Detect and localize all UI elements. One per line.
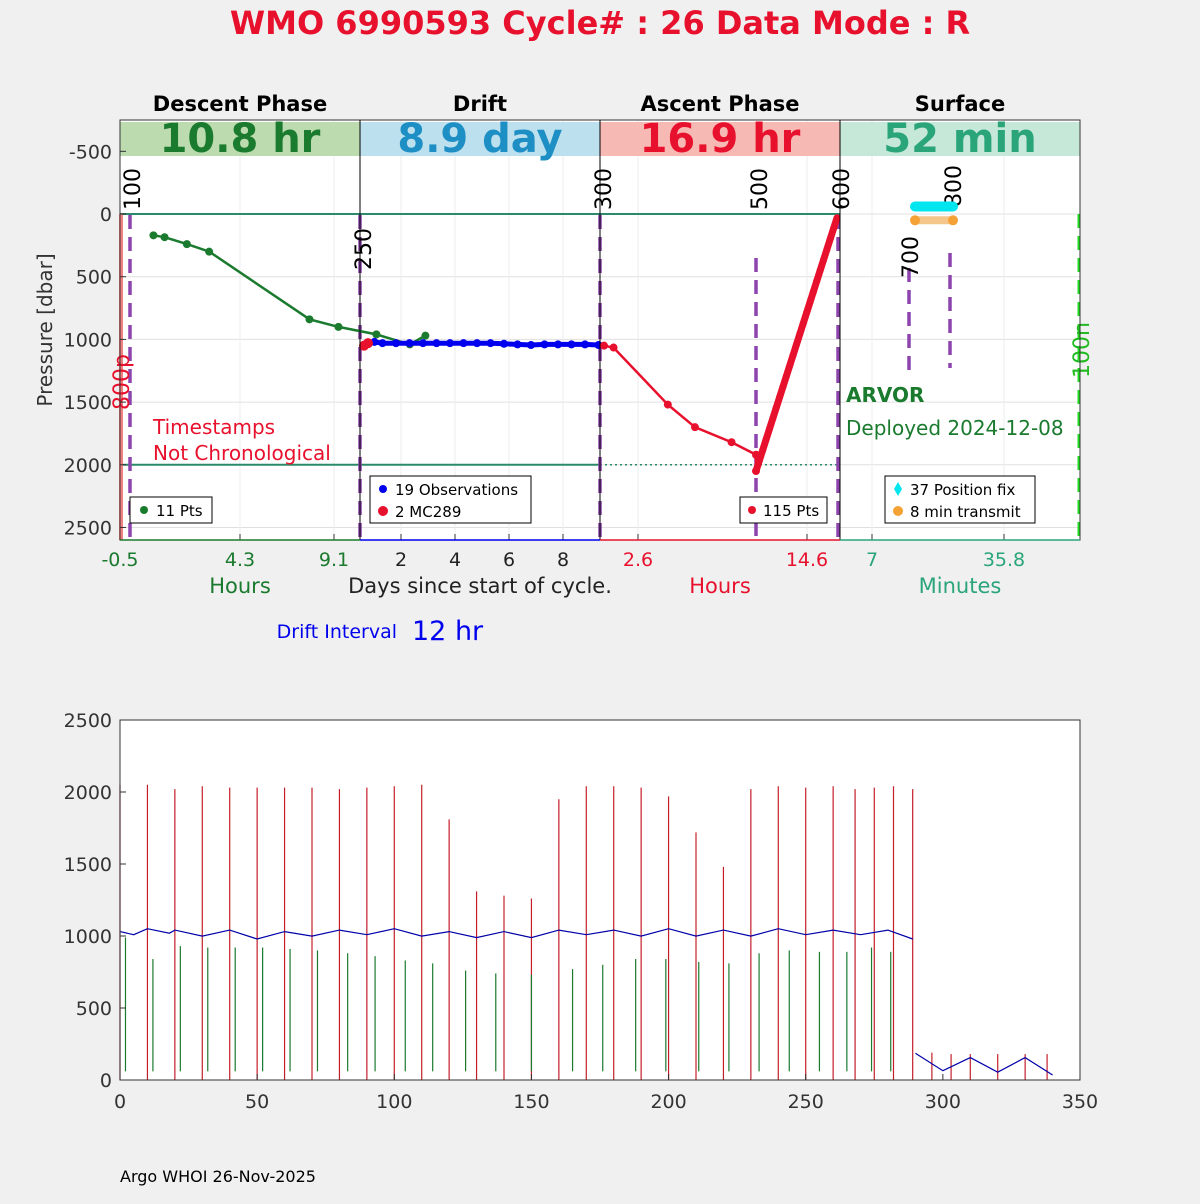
- drift-point: [406, 339, 414, 347]
- top-xtick-label: 9.1: [318, 549, 350, 571]
- marker-label: 500: [748, 168, 773, 210]
- drift-point: [446, 339, 454, 347]
- drift-point: [419, 339, 427, 347]
- bottom-ytick-label: 1000: [63, 926, 112, 948]
- drift-point: [433, 339, 441, 347]
- bottom-xtick-label: 350: [1061, 1091, 1099, 1113]
- top-xtick-label: -0.5: [101, 549, 139, 571]
- top-xtick-label: 6: [502, 549, 516, 571]
- legend-drift: [370, 476, 531, 523]
- ascent-point: [766, 425, 773, 432]
- phase-unit: Hours: [209, 574, 271, 598]
- drift-point: [487, 339, 495, 347]
- ascent-point: [817, 267, 824, 274]
- top-ytick-label: 1500: [63, 392, 112, 415]
- drift-point: [460, 339, 468, 347]
- phase-title: Descent Phase: [152, 92, 328, 116]
- legend-marker-ascent: [748, 506, 756, 514]
- ascent-point: [803, 309, 810, 316]
- legend-descent-label: 11 Pts: [156, 502, 203, 520]
- ascent-point: [600, 342, 608, 350]
- top-ytick-label: -500: [68, 141, 112, 164]
- footer: Argo WHOI 26-Nov-2025: [120, 1167, 316, 1186]
- descent-point: [305, 315, 313, 323]
- top-ytick-label: 0: [99, 204, 112, 227]
- bottom-xtick-label: 250: [787, 1091, 824, 1113]
- ascent-point: [810, 288, 817, 295]
- bottom-xtick-label: 150: [513, 1091, 550, 1113]
- drift-point: [473, 339, 481, 347]
- ascent-point: [759, 446, 766, 453]
- top-xtick-label: 4: [448, 549, 462, 571]
- transmit-point: [948, 215, 958, 225]
- bottom-xtick-label: 0: [113, 1091, 127, 1113]
- ascent-point: [823, 246, 830, 253]
- top-ytick-label: 1000: [63, 329, 112, 352]
- legend-drift-obs: 19 Observations: [395, 481, 519, 499]
- ascent-point: [813, 278, 820, 285]
- warning-line-2: Not Chronological: [153, 441, 331, 465]
- top-xtick-label: 7: [865, 549, 879, 571]
- drift-point: [527, 341, 535, 349]
- ascent-point: [780, 383, 787, 390]
- descent-point: [183, 240, 191, 248]
- phase-title: Ascent Phase: [640, 92, 800, 116]
- ascent-point: [786, 362, 793, 369]
- ascent-point: [773, 404, 780, 411]
- legend-surface: [885, 476, 1035, 523]
- bottom-ytick-label: 500: [75, 998, 112, 1020]
- ascent-point: [776, 394, 783, 401]
- phase-unit: Minutes: [918, 574, 1002, 598]
- legend-marker-descent: [140, 506, 148, 514]
- drift-point: [581, 340, 589, 348]
- top-xtick-label: 35.8: [982, 549, 1026, 571]
- ascent-point: [796, 330, 803, 337]
- ascent-point: [691, 423, 699, 431]
- legend-surface-fix: 37 Position fix: [910, 481, 1016, 499]
- marker-label: 800: [942, 165, 967, 207]
- mc289-point: [363, 338, 373, 348]
- top-ytick-label: 500: [75, 266, 112, 289]
- legend-marker-mc289: [378, 506, 388, 516]
- ascent-point: [610, 344, 618, 352]
- drift-point: [554, 340, 562, 348]
- top-ytick-label: 2500: [63, 517, 112, 540]
- phase-unit: Hours: [689, 574, 751, 598]
- drift-point: [514, 340, 522, 348]
- ascent-point: [827, 235, 834, 242]
- marker-label: 800p: [110, 354, 135, 410]
- ascent-point: [728, 438, 736, 446]
- legend-marker-drift: [379, 485, 387, 493]
- ascent-point: [793, 341, 800, 348]
- drift-point: [568, 340, 576, 348]
- marker-label: 300: [592, 168, 617, 210]
- ascent-point: [756, 457, 763, 464]
- drift-point: [500, 340, 508, 348]
- descent-point: [334, 323, 342, 331]
- warning-line-1: Timestamps: [153, 415, 276, 439]
- descent-point: [205, 248, 213, 256]
- bottom-xtick-label: 300: [924, 1091, 961, 1113]
- drift-interval-label: Drift Interval: [276, 621, 397, 643]
- ascent-point: [807, 299, 814, 306]
- top-xtick-label: 2.6: [622, 549, 654, 571]
- top-xtick-label: 2: [394, 549, 408, 571]
- bottom-xtick-label: 50: [245, 1091, 270, 1113]
- phase-unit: Days since start of cycle.: [348, 574, 612, 598]
- top-xtick-label: 4.3: [224, 549, 256, 571]
- bottom-ytick-label: 2500: [63, 710, 112, 732]
- float-type: ARVOR: [846, 383, 925, 407]
- marker-label: 100: [121, 168, 146, 210]
- deployed-date: Deployed 2024-12-08: [846, 416, 1064, 440]
- legend-ascent-label: 115 Pts: [763, 502, 820, 520]
- bottom-xtick-label: 200: [650, 1091, 687, 1113]
- ascent-point: [783, 373, 790, 380]
- legend-surface-transmit: 8 min transmit: [910, 503, 1021, 521]
- ascent-point: [664, 401, 672, 409]
- top-xtick-label: 8: [556, 549, 570, 571]
- bottom-ytick-label: 0: [99, 1070, 112, 1092]
- bottom-plot-area: [120, 720, 1080, 1080]
- top-ytick-label: 2000: [63, 454, 112, 477]
- bottom-ytick-label: 1500: [63, 854, 112, 876]
- descent-point: [372, 330, 380, 338]
- phase-title: Surface: [914, 92, 1006, 116]
- drift-point: [379, 339, 387, 347]
- transmit-point: [910, 215, 920, 225]
- descent-point: [421, 332, 429, 340]
- drift-point: [541, 340, 549, 348]
- bottom-ytick-label: 2000: [63, 782, 112, 804]
- legend-descent: [130, 497, 212, 523]
- legend-marker-transmit: [893, 506, 903, 516]
- phase-duration: 16.9 hr: [639, 116, 801, 162]
- marker-label: 100n: [1070, 322, 1095, 378]
- drift-interval-value: 12 hr: [412, 616, 484, 647]
- ascent-point: [769, 415, 776, 422]
- marker-label: 600: [830, 168, 855, 210]
- legend-drift-mc: 2 MC289: [395, 503, 462, 521]
- phase-duration: 10.8 hr: [159, 116, 321, 162]
- marker-label: 700: [899, 236, 924, 278]
- ascent-point: [800, 320, 807, 327]
- ascent-point: [830, 225, 837, 232]
- ascent-point: [763, 436, 770, 443]
- top-y-label: Pressure [dbar]: [33, 253, 57, 407]
- marker-label: 250: [352, 228, 377, 270]
- descent-point: [161, 233, 169, 241]
- descent-point: [149, 231, 157, 239]
- drift-point: [392, 339, 400, 347]
- top-xtick-label: 14.6: [785, 549, 829, 571]
- figure-title: WMO 6990593 Cycle# : 26 Data Mode : R: [229, 4, 971, 42]
- ascent-point: [834, 214, 841, 221]
- phase-duration: 8.9 day: [397, 116, 563, 162]
- phase-title: Drift: [452, 92, 508, 116]
- ascent-point: [820, 257, 827, 264]
- bottom-xtick-label: 100: [376, 1091, 413, 1113]
- phase-duration: 52 min: [883, 116, 1037, 162]
- ascent-point: [753, 468, 760, 475]
- ascent-point: [790, 351, 797, 358]
- legend-ascent: [740, 497, 827, 523]
